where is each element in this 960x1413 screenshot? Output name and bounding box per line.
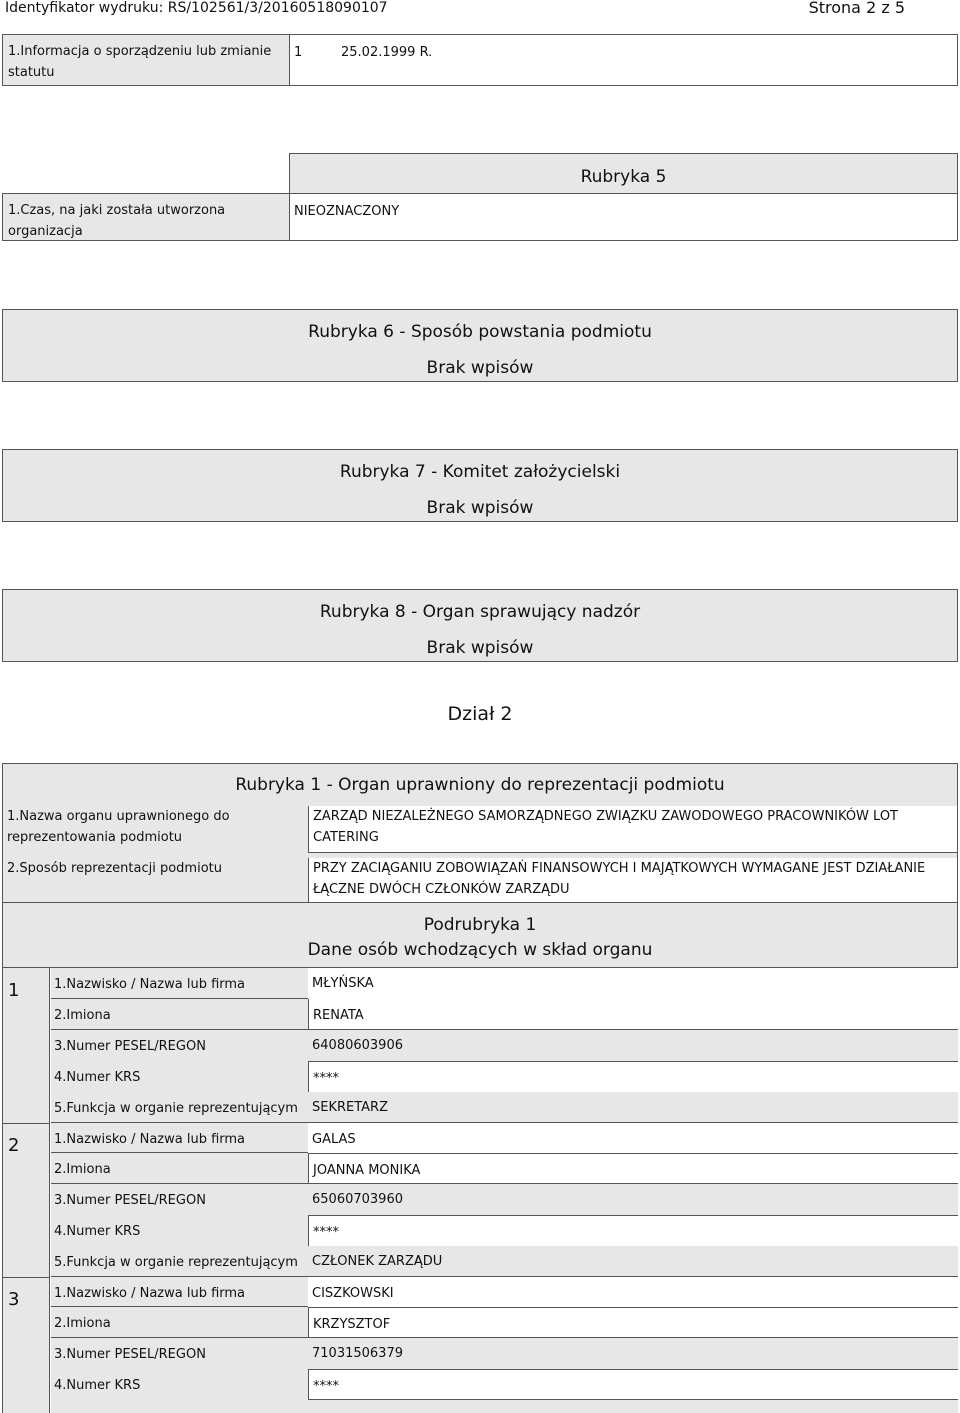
field-label: 4.Numer KRS xyxy=(51,1215,308,1246)
podrubryka-title: Podrubryka 1 xyxy=(423,915,537,935)
rubryka1-title: Rubryka 1 - Organ uprawniony do reprezentacji podmiotu xyxy=(235,775,725,795)
organ-value: ZARZĄD NIEZALEŻNEGO SAMORZĄDNEGO ZWIĄZKU ZAWODOWEGO PRACOWNIKÓW LOT CATERING xyxy=(313,809,898,845)
person-pesel: 71031506379 xyxy=(312,1346,403,1361)
field-row: 5.Funkcja w organie reprezentującym xyxy=(51,1246,958,1277)
rubryka5-header xyxy=(289,153,958,193)
person-names-cell xyxy=(308,1307,958,1338)
rubryka8-box xyxy=(2,589,958,662)
field-row: 5.Funkcja w organie reprezentującym xyxy=(51,1092,958,1123)
person-krs-cell xyxy=(308,1215,958,1246)
organ-label: 1.Nazwa organu uprawnionego do reprezentowania podmiotu xyxy=(7,809,230,845)
method-label-cell xyxy=(3,858,308,902)
rubryka6-empty: Brak wpisów xyxy=(426,358,534,378)
person-names: JOANNA MONIKA xyxy=(313,1163,421,1178)
field-row-cut xyxy=(51,1400,958,1413)
person-names: KRZYSZTOF xyxy=(313,1317,391,1332)
person-krs: **** xyxy=(313,1071,339,1086)
person-number: 3 xyxy=(2,1277,50,1310)
organ-value-cell xyxy=(308,806,957,853)
statute-date: 25.02.1999 R. xyxy=(341,45,433,60)
field-label: 2.Imiona xyxy=(51,1307,308,1338)
field-row: 3.Numer PESEL/REGON xyxy=(51,1030,958,1061)
person-number: 2 xyxy=(2,1123,50,1156)
field-label: 1.Nazwisko / Nazwa lub firma xyxy=(51,1276,308,1307)
person-krs: **** xyxy=(313,1225,339,1240)
person-krs-cell xyxy=(308,1369,958,1400)
field-label: 2.Imiona xyxy=(51,1153,308,1184)
field-row: 3.Numer PESEL/REGON xyxy=(51,1338,958,1369)
rubryka8-title: Rubryka 8 - Organ sprawujący nadzór xyxy=(319,602,641,622)
rubryka7-title: Rubryka 7 - Komitet założycielski xyxy=(339,462,621,482)
person-function: SEKRETARZ xyxy=(312,1100,389,1115)
person-names: RENATA xyxy=(313,1008,364,1023)
person-pesel: 65060703960 xyxy=(312,1192,403,1207)
person-names-cell xyxy=(308,999,958,1030)
method-label: 2.Sposób reprezentacji podmiotu xyxy=(7,861,222,876)
rubryka5-value: NIEOZNACZONY xyxy=(294,204,400,219)
person-surname: CISZKOWSKI xyxy=(312,1286,394,1301)
person-names-cell xyxy=(308,1153,958,1184)
rubryka5-label: 1.Czas, na jaki została utworzona organizacja xyxy=(8,203,226,239)
person-pesel: 64080603906 xyxy=(312,1038,403,1053)
person-surname: MŁYŃSKA xyxy=(312,976,374,991)
method-value-cell xyxy=(308,858,957,902)
section-title: Dział 2 xyxy=(447,703,513,725)
person-number-column xyxy=(2,968,50,1413)
rubryka5-value-cell xyxy=(289,193,958,241)
statute-number-cell xyxy=(289,34,337,86)
field-label: 1.Nazwisko / Nazwa lub firma xyxy=(51,968,308,999)
person-surname: GALAS xyxy=(312,1132,356,1147)
field-label: 1.Nazwisko / Nazwa lub firma xyxy=(51,1122,308,1153)
rubryka7-empty: Brak wpisów xyxy=(426,498,534,518)
field-label: 4.Numer KRS xyxy=(51,1369,308,1400)
person-function: CZŁONEK ZARZĄDU xyxy=(312,1254,443,1269)
statute-label: 1.Informacja o sporządzeniu lub zmianie statutu xyxy=(8,44,272,80)
print-id: Identyfikator wydruku: RS/102561/3/20160518090107 xyxy=(5,0,388,16)
rubryka6-box xyxy=(2,309,958,382)
person-krs-cell xyxy=(308,1061,958,1092)
person-surname-cell xyxy=(308,1122,958,1153)
person-krs: **** xyxy=(313,1379,339,1394)
rubryka5-label-cell xyxy=(2,193,290,241)
field-row: 3.Numer PESEL/REGON xyxy=(51,1184,958,1215)
rubryka5-title: Rubryka 5 xyxy=(580,167,667,187)
podrubryka-header xyxy=(2,903,958,968)
rubryka7-box xyxy=(2,449,958,522)
person-number: 1 xyxy=(8,980,20,1001)
method-value: PRZY ZACIĄGANIU ZOBOWIĄZAŃ FINANSOWYCH I MAJĄTKOWYCH WYMAGANE JEST DZIAŁANIE ŁĄCZNE DWÓCH CZŁONKÓW ZARZĄDU xyxy=(313,861,926,897)
rubryka6-title: Rubryka 6 - Sposób powstania podmiotu xyxy=(308,322,652,342)
statute-label-cell xyxy=(2,34,290,86)
podrubryka-subtitle: Dane osób wchodzących w skład organu xyxy=(307,940,653,960)
person-surname-cell xyxy=(308,1276,958,1307)
statute-number: 1 xyxy=(294,45,303,60)
field-label: 2.Imiona xyxy=(51,999,308,1030)
organ-label-cell xyxy=(3,806,308,852)
rubryka8-empty: Brak wpisów xyxy=(426,638,534,658)
page-number: Strona 2 z 5 xyxy=(808,0,905,17)
field-label: 4.Numer KRS xyxy=(51,1061,308,1092)
statute-value-cell xyxy=(337,34,958,86)
